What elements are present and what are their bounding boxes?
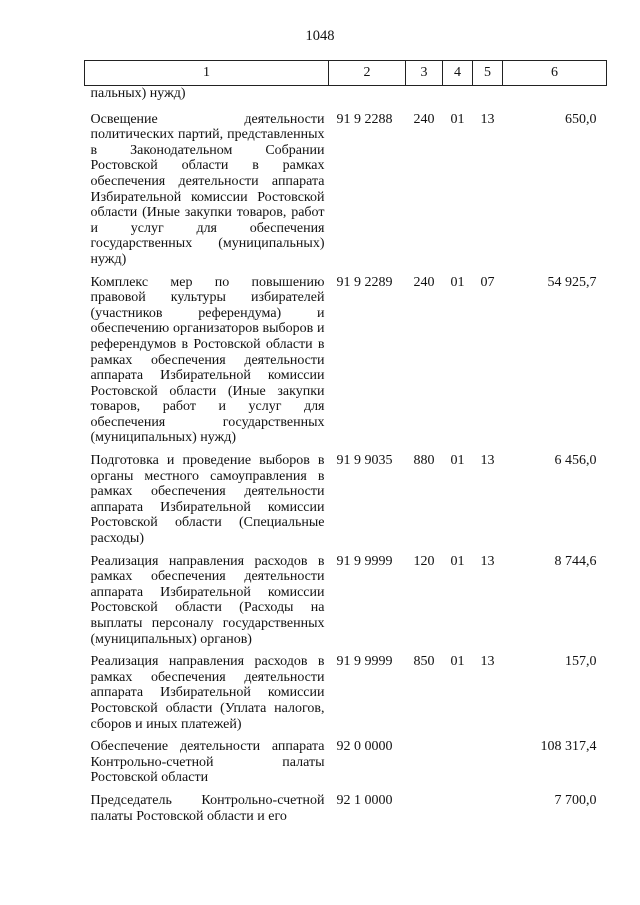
- column-header-3: 3: [406, 61, 443, 86]
- row-target-article: 92 0 0000: [336, 739, 393, 755]
- row-amount: 650,0: [565, 111, 597, 127]
- table-row: [85, 793, 607, 831]
- table-row: [85, 554, 607, 655]
- row-section: 01: [450, 453, 465, 469]
- row-section: [443, 793, 473, 831]
- row-target-article: 91 9 9999: [336, 654, 393, 670]
- row-subsection: 13: [480, 111, 495, 127]
- row-subsection: 13: [480, 553, 495, 569]
- row-expense-type: 120: [413, 553, 435, 569]
- row-section: 01: [450, 274, 465, 290]
- row-subsection: 13: [480, 654, 495, 670]
- row-description: Председатель Контрольно-счетной палаты Ростовской области и его: [90, 792, 325, 824]
- row-section: [443, 739, 473, 793]
- row-section: 01: [450, 111, 465, 127]
- table-header: [85, 61, 607, 86]
- row-description: Реализация направления расходов в рамках обеспечения деятельности аппарата Избирательной комиссии Ростовской области (Расходы на выплаты персоналу государственных (муниципальных) органов): [90, 553, 325, 647]
- row-amount: 108 317,4: [540, 739, 597, 755]
- row-expense-type: 880: [413, 453, 435, 469]
- row-amount: 54 925,7: [547, 274, 597, 290]
- row-description: Реализация направления расходов в рамках обеспечения деятельности аппарата Избирательной комиссии Ростовской области (Уплата налогов, сборов и иных платежей): [90, 654, 325, 732]
- row-subsection: [473, 793, 503, 831]
- column-header-5: 5: [473, 61, 503, 86]
- row-subsection: 13: [480, 453, 495, 469]
- row-target-article: 91 9 9999: [336, 553, 393, 569]
- column-header-1: 1: [85, 61, 329, 86]
- page-number: 1048: [305, 28, 335, 44]
- row-description: Обеспечение деятельности аппарата Контрольно-счетной палаты Ростовской области: [90, 739, 325, 786]
- row-section: 01: [450, 553, 465, 569]
- header-row: [85, 61, 607, 86]
- continuation-text: пальных) нужд): [90, 86, 186, 101]
- continuation-row: [85, 86, 607, 112]
- budget-table: [84, 60, 607, 831]
- row-section: 01: [450, 654, 465, 670]
- row-subsection: 07: [480, 274, 495, 290]
- table-row: [85, 275, 607, 454]
- row-target-article: 91 9 9035: [336, 453, 393, 469]
- table-row: [85, 112, 607, 275]
- row-description: Комплекс мер по повышению правовой культуры избирателей (участников референдума) и обеспечению организаторов выборов и референдумов в Ростовской области в рамках обеспечения деятельности аппарата Избирательной комиссии Ростовской области (Иные закупки товаров, работ и услуг для обеспечения государственных (муниципальных) нужд): [90, 274, 325, 446]
- row-amount: 8 744,6: [554, 553, 597, 569]
- table-row: [85, 739, 607, 793]
- row-target-article: 91 9 2289: [336, 274, 393, 290]
- table-body: [85, 86, 607, 832]
- row-amount: 7 700,0: [554, 792, 597, 808]
- row-amount: 6 456,0: [554, 453, 597, 469]
- row-target-article: 91 9 2288: [336, 111, 393, 127]
- row-expense-type: [406, 739, 443, 793]
- row-description: Освещение деятельности политических партий, представленных в Законодательном Собрании Ростовской области в рамках обеспечения деятельности аппарата Избирательной комиссии Ростовской области (Иные закупки товаров, работ и услуг для обеспечения государственных (муниципальных) нужд): [90, 111, 325, 267]
- column-header-6: 6: [503, 61, 607, 86]
- column-header-4: 4: [443, 61, 473, 86]
- row-expense-type: [406, 793, 443, 831]
- row-expense-type: 850: [413, 654, 435, 670]
- row-target-article: 92 1 0000: [336, 792, 393, 808]
- table-row: [85, 453, 607, 554]
- row-description: Подготовка и проведение выборов в органы местного самоуправления в рамках обеспечения деятельности аппарата Избирательной комиссии Ростовской области (Специальные расходы): [90, 453, 325, 547]
- column-header-2: 2: [329, 61, 406, 86]
- row-expense-type: 240: [413, 111, 435, 127]
- table-row: [85, 654, 607, 739]
- row-expense-type: 240: [413, 274, 435, 290]
- row-subsection: [473, 739, 503, 793]
- row-amount: 157,0: [565, 654, 597, 670]
